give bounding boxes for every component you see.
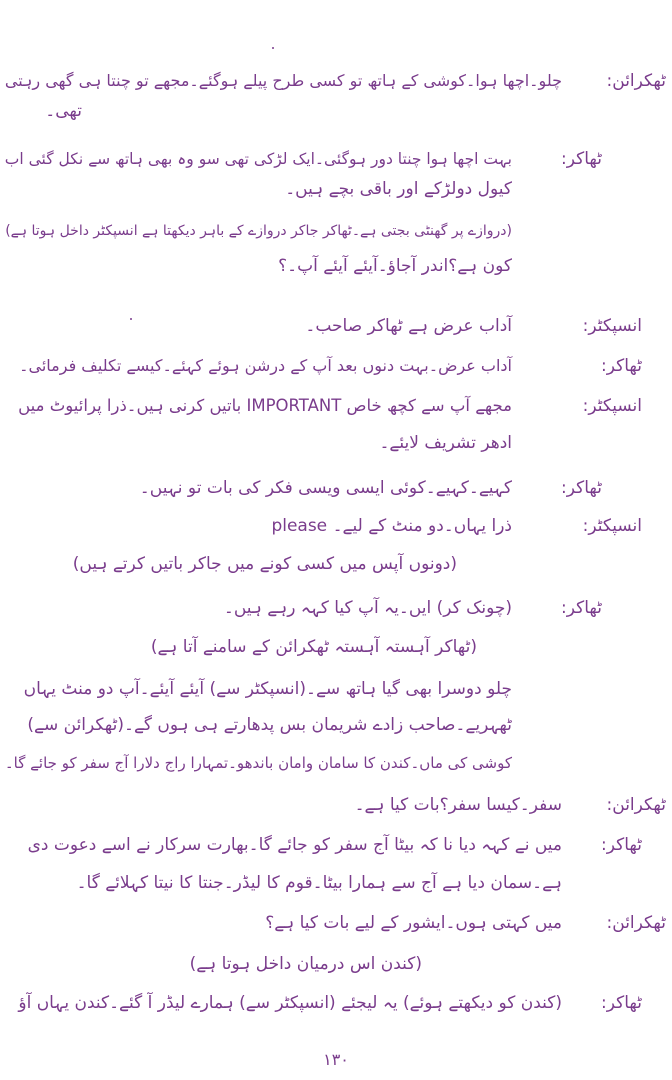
speaker-label: ٹھکرائن: bbox=[606, 913, 666, 933]
stage-direction: (دروازے پر گھنٹی بجتی ہے۔ٹھاکر جاکر دروازے کے باہر دیکھتا ہے انسپکٹر داخل ہوتا ہے) bbox=[5, 223, 512, 239]
dialogue-line: (کندن کو دیکھتے ہوئے) یہ لیجئے (انسپکٹر سے) ہمارے لیڈر آ گئے۔کندن یہاں آؤ bbox=[18, 993, 562, 1013]
speaker-label: ٹھاکر: bbox=[601, 993, 642, 1013]
ink-speck bbox=[130, 318, 132, 320]
ink-speck bbox=[272, 47, 274, 49]
dialogue-line: بہت اچھا ہوا چنتا دور ہوگئی۔ایک لڑکی تھی سو وہ بھی ہاتھ سے نکل گئی اب bbox=[4, 150, 512, 168]
dialogue-line: کیول دولڑکے اور باقی بچے ہیں۔ bbox=[285, 179, 512, 199]
dialogue-line: چلو دوسرا بھی گیا ہاتھ سے۔(انسپکٹر سے) آیئے آیئے۔آپ دو منٹ یہاں bbox=[23, 679, 512, 699]
speaker-label: ٹھکرائن: bbox=[606, 71, 666, 91]
dialogue-line: ادھر تشریف لایئے۔ bbox=[379, 433, 512, 453]
speaker-label: ٹھاکر: bbox=[601, 356, 642, 376]
dialogue-line: (چونک کر) ایں۔یہ آپ کیا کہہ رہے ہیں۔ bbox=[223, 598, 512, 618]
dialogue-line: میں کہتی ہوں۔ایشور کے لیے بات کیا ہے؟ bbox=[265, 913, 562, 933]
dialogue-line: میں نے کہہ دیا نا کہ بیٹا آج سفر کو جائے گا۔بھارت سرکار نے اسے دعوت دی bbox=[27, 835, 562, 855]
dialogue-line: please ذرا یہاں۔دو منٹ کے لیے۔ bbox=[271, 516, 512, 536]
stage-direction: (ٹھاکر آہستہ آہستہ ٹھکرائن کے سامنے آتا ہے) bbox=[150, 637, 477, 657]
dialogue-line: کوشی کی ماں۔کندن کا سامان وامان باندھو۔تمہارا راج دلارا آج سفر کو جائے گا۔ bbox=[4, 754, 512, 772]
dialogue-line: مجھے آپ سے کچھ خاص IMPORTANT باتیں کرنی ہیں۔ذرا پرائیوٹ میں bbox=[18, 396, 512, 415]
speaker-label: ٹھاکر: bbox=[561, 478, 602, 498]
speaker-label: ٹھاکر: bbox=[601, 835, 642, 855]
page-number: ۱۳۰ bbox=[323, 1050, 349, 1069]
dialogue-line: کہیے۔کہیے۔کوئی ایسی ویسی فکر کی بات تو نہیں۔ bbox=[139, 478, 512, 498]
dialogue-line: چلو۔اچھا ہوا۔کوشی کے ہاتھ تو کسی طرح پیلے ہوگئے۔مجھے تو چنتا ہی گھی رہتی bbox=[4, 71, 562, 90]
stage-direction: (دونوں آپس میں کسی کونے میں جاکر باتیں کرتے ہیں) bbox=[72, 554, 457, 574]
dialogue-line: تھی۔ bbox=[45, 101, 82, 121]
speaker-label: انسپکٹر: bbox=[582, 316, 642, 336]
speaker-label: ٹھکرائن: bbox=[606, 795, 666, 815]
dialogue-line: ٹھہریے۔صاحب زادے شریمان بس پدھارتے ہی ہوں گے۔(ٹھکرائن سے) bbox=[27, 715, 512, 735]
dialogue-line: کون ہے؟اندر آجاؤ۔آیئے آیئے آپ۔؟ bbox=[278, 256, 512, 276]
stage-direction: (کندن اس درمیان داخل ہوتا ہے) bbox=[189, 954, 422, 974]
speaker-label: ٹھاکر: bbox=[561, 149, 602, 169]
dialogue-line: سفر۔کیسا سفر؟بات کیا ہے۔ bbox=[354, 795, 562, 815]
speaker-label: ٹھاکر: bbox=[561, 598, 602, 618]
speaker-label: انسپکٹر: bbox=[582, 396, 642, 416]
dialogue-line: آداب عرض۔بہت دنوں بعد آپ کے درشن ہوئے کہئے۔کیسے تکلیف فرمائی۔ bbox=[19, 356, 512, 375]
dialogue-line: آداب عرض ہے ٹھاکر صاحب۔ bbox=[305, 316, 512, 336]
speaker-label: انسپکٹر: bbox=[582, 516, 642, 536]
dialogue-line: ہے۔سمان دیا ہے آج سے ہمارا بیٹا۔قوم کا لیڈر۔جنتا کا نیتا کہلائے گا۔ bbox=[76, 873, 562, 893]
